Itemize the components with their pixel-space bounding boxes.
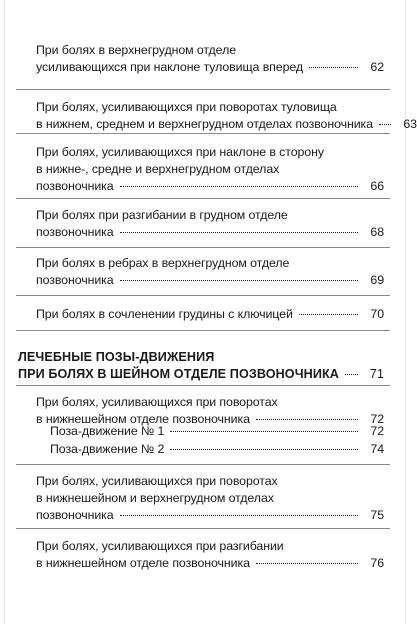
toc-entry-line: позвоночника <box>36 273 114 287</box>
toc-entry[interactable] <box>36 144 384 195</box>
divider <box>16 89 390 90</box>
toc-entry-line: При болях, усиливающихся при поворотах туловища <box>36 100 337 114</box>
dot-leader <box>256 419 358 420</box>
page-number: 63 <box>403 117 417 131</box>
dot-leader <box>309 67 358 68</box>
toc-subentry-label: Поза-движение № 2 <box>50 442 165 456</box>
toc-entry-line: При болях, усиливающихся при поворотах <box>36 474 278 488</box>
toc-entry-line: в нижнешейном отделе позвоночника <box>36 556 250 570</box>
toc-entry-line: в нижне-, средне и верхнегрудном отделах <box>36 162 280 176</box>
toc-entry-line: При болях в ребрах в верхнегрудном отделе <box>36 256 290 270</box>
dot-leader <box>120 515 358 516</box>
toc-entry[interactable] <box>36 306 384 323</box>
divider <box>16 133 390 134</box>
divider <box>16 528 390 529</box>
dot-leader <box>299 314 358 315</box>
dot-leader <box>170 431 358 432</box>
divider <box>16 295 390 296</box>
page-number: 74 <box>370 442 384 456</box>
toc-entry[interactable] <box>36 255 384 289</box>
divider <box>16 198 390 199</box>
page-number: 72 <box>370 412 384 426</box>
dot-leader <box>120 232 358 233</box>
dot-leader <box>345 374 358 375</box>
toc-entry-line: При болях, усиливающихся при поворотах <box>36 395 278 409</box>
toc-entry[interactable] <box>36 538 384 572</box>
divider <box>16 330 390 331</box>
toc-entry-line: в нижнешейном и верхнегрудном отделах <box>36 491 274 505</box>
toc-entry-line: в нижнем, среднем и верхнегрудном отделах позвоночника <box>36 117 373 131</box>
toc-entry[interactable] <box>36 207 384 241</box>
toc-entry-line: усиливающихся при наклоне туловища вперед <box>36 60 304 74</box>
toc-entry[interactable] <box>36 473 384 524</box>
page-number: 62 <box>370 60 384 74</box>
section-heading-line: ЛЕЧЕБНЫЕ ПОЗЫ-ДВИЖЕНИЯ <box>18 350 215 364</box>
section-heading-line: ПРИ БОЛЯХ В ШЕЙНОМ ОТДЕЛЕ ПОЗВОНОЧНИКА <box>18 367 339 381</box>
toc-subentry[interactable] <box>50 441 384 458</box>
page-number: 68 <box>370 225 384 239</box>
page-number: 66 <box>370 179 384 193</box>
toc-entry-line: в нижнешейном отделе позвоночника <box>36 412 250 426</box>
dot-leader <box>120 186 358 187</box>
page-number: 70 <box>370 307 384 321</box>
dot-leader <box>170 449 358 450</box>
page-number: 76 <box>370 556 384 570</box>
toc-entry-line: При болях в верхнегрудном отделе <box>36 43 236 57</box>
toc-entry-line: При болях, усиливающихся при разгибании <box>36 539 284 553</box>
page-number: 75 <box>370 508 384 522</box>
dot-leader <box>256 563 358 564</box>
toc-entry-line: позвоночника <box>36 508 114 522</box>
toc-entry-line: При болях в сочленении грудины с ключицей <box>36 307 293 321</box>
page-number: 69 <box>370 273 384 287</box>
toc-entry-line: При болях, усиливающихся при наклоне в сторону <box>36 145 324 159</box>
toc-subentry[interactable] <box>50 423 384 440</box>
toc-entry-line: позвоночника <box>36 179 114 193</box>
divider <box>16 464 390 465</box>
toc-subentry-label: Поза-движение № 1 <box>50 424 165 438</box>
divider <box>16 247 390 248</box>
page-number: 71 <box>369 367 384 381</box>
divider <box>16 385 390 386</box>
dot-leader <box>120 280 358 281</box>
toc-entry[interactable] <box>36 99 417 133</box>
toc-entry-line: позвоночника <box>36 225 114 239</box>
toc-entry-line: При болях при разгибании в грудном отделе <box>36 208 288 222</box>
section-heading[interactable] <box>18 349 384 383</box>
page-number: 72 <box>370 424 384 438</box>
toc-entry[interactable] <box>36 42 384 76</box>
dot-leader <box>379 124 391 125</box>
